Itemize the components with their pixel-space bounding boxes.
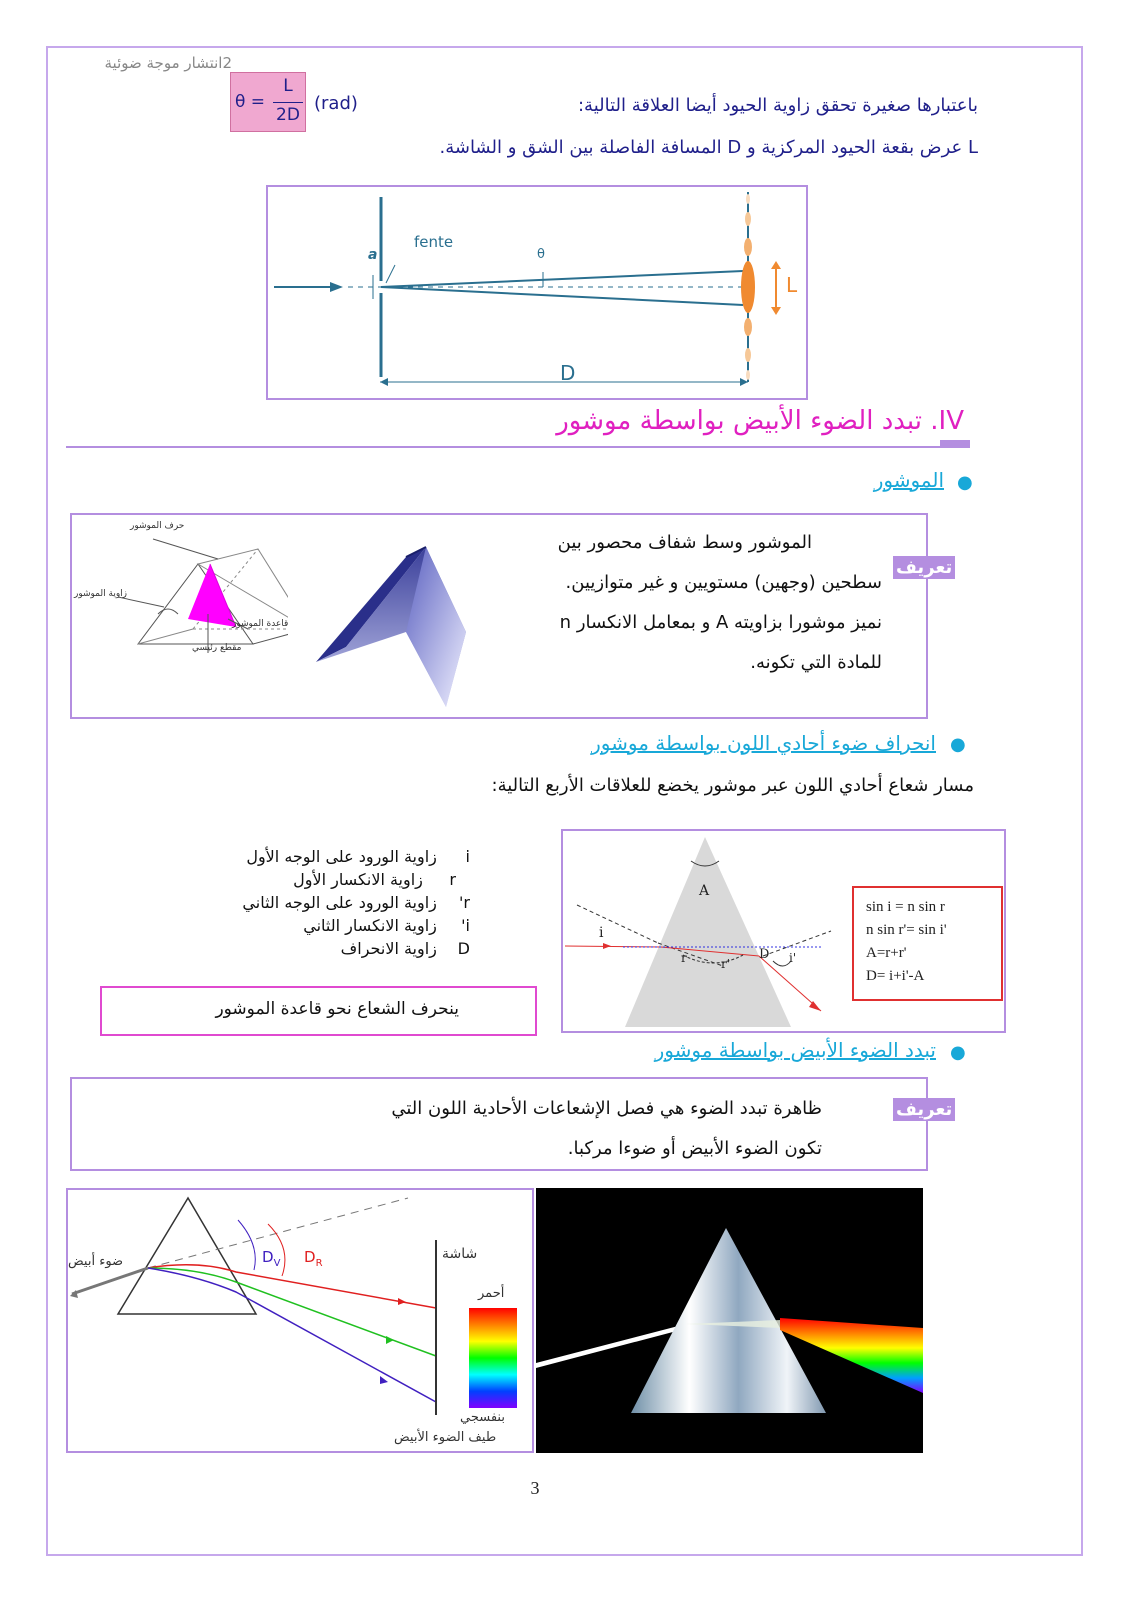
- prism-deviation-figure: [561, 829, 1006, 1033]
- diffraction-svg: [268, 187, 806, 398]
- diffraction-diagram: [266, 185, 808, 400]
- dispersion-photo: [536, 1188, 923, 1453]
- dispersion-photo-svg: [536, 1188, 923, 1453]
- def2-line1: ظاهرة تبدد الضوء هي فصل الإشعاعات الأحادية اللون التي: [391, 1098, 822, 1119]
- legend-desc: زاوية الانكسار الأول: [293, 870, 423, 889]
- spectrum-label: طيف الضوء الأبيض: [394, 1430, 497, 1445]
- legend-row: [170, 868, 470, 891]
- folded-prism-svg: [316, 537, 466, 707]
- deviation-note: ينحرف الشعاع نحو قاعدة الموشور: [215, 999, 459, 1019]
- apex-angle-label: A: [699, 883, 710, 899]
- legend-row: [170, 845, 470, 868]
- distance-label: D: [560, 361, 576, 385]
- violet-deviation-label: [262, 1248, 280, 1269]
- dr-sub: R: [315, 1258, 323, 1269]
- def1-line1: الموشور وسط شفاف محصور بين: [557, 532, 812, 553]
- prism-section-label: مقطع رئيسي: [192, 643, 242, 653]
- screen-label: شاشة: [442, 1246, 478, 1262]
- section-title: IV. تبدد الضوء الأبيض بواسطة موشور: [556, 406, 964, 436]
- red-deviation-label: [304, 1248, 323, 1269]
- angle-legend: [170, 845, 470, 960]
- prism-definition-box: [70, 513, 928, 719]
- paragraph-four-relations: مسار شعاع أحادي اللون عبر موشور يخضع للعلاقات الأربع التالية:: [491, 775, 974, 796]
- bullet-2: ●: [950, 734, 966, 755]
- violet-label: بنفسجي: [460, 1410, 505, 1425]
- page-number: 3: [530, 1478, 540, 1498]
- legend-desc: زاوية الانكسار الثاني: [303, 916, 437, 935]
- legend-symbol: i': [461, 916, 470, 935]
- legend-symbol: i: [465, 847, 470, 866]
- dr-letter: D: [304, 1248, 316, 1266]
- second-incidence-label: r': [721, 957, 731, 971]
- prism-base-label: قاعدة الموشور: [232, 619, 289, 629]
- folded-prism-image: [316, 537, 466, 707]
- fraction-bar: [273, 102, 303, 103]
- bullet-1: ●: [957, 472, 973, 493]
- deviation-label: D: [759, 947, 770, 962]
- dv-sub: V: [273, 1258, 281, 1269]
- diffraction-formula: [230, 72, 306, 132]
- spectrum-bar: [469, 1308, 517, 1408]
- prism-edge-label: حرف الموشور: [130, 521, 185, 531]
- relation-2: n sin r'= sin i': [866, 922, 947, 938]
- white-light-label: ضوء أبيض: [68, 1254, 124, 1269]
- legend-symbol: r: [449, 870, 456, 889]
- legend-row: [170, 891, 470, 914]
- def1-line2: سطحين (وجهين) مستويين و غير متوازيين.: [565, 572, 882, 593]
- definition-text-1: [472, 523, 882, 683]
- deviation-note-box: [100, 986, 537, 1036]
- slit-width-label: a: [368, 247, 378, 263]
- definition-tag-2: تعريف: [893, 1098, 955, 1121]
- subtitle-dispersion[interactable]: تبدد الضوء الأبيض بواسطة موشور: [654, 1038, 936, 1062]
- spot-width-label: L: [786, 273, 798, 297]
- paragraph-diffraction-relation: باعتبارها صغيرة تحقق زاوية الحيود أيضا العلاقة التالية:: [577, 95, 978, 116]
- prism-sketch: [78, 519, 288, 679]
- relations-box: [852, 886, 1003, 1001]
- formula-theta: θ =: [235, 92, 266, 112]
- formula-denominator: 2D: [276, 105, 300, 125]
- legend-desc: زاوية الورود على الوجه الأول: [246, 847, 437, 866]
- section-rule: [66, 446, 970, 448]
- legend-row: [170, 937, 470, 960]
- red-label: أحمر: [478, 1286, 505, 1301]
- bullet-3: ●: [950, 1042, 966, 1063]
- refraction-label: r: [681, 951, 687, 965]
- dispersion-diagram: [66, 1188, 534, 1453]
- dv-letter: D: [262, 1248, 274, 1266]
- relation-3: A=r+r': [866, 945, 907, 961]
- legend-symbol: r': [459, 893, 470, 912]
- prism-sketch-svg: [78, 519, 288, 679]
- section-rule-accent: [940, 440, 970, 448]
- definition-tag-1: تعريف: [893, 556, 955, 579]
- theta-label: θ: [537, 247, 545, 262]
- emergence-label: i': [789, 951, 797, 965]
- definition-text-2: [272, 1089, 822, 1169]
- paragraph-L-D-definition: L عرض بقعة الحيود المركزية و D المسافة الفاصلة بين الشق و الشاشة.: [439, 137, 978, 158]
- legend-desc: زاوية الورود على الوجه الثاني: [242, 893, 437, 912]
- slit-label: fente: [414, 233, 454, 251]
- legend-row: [170, 914, 470, 937]
- incidence-label: i: [599, 925, 604, 941]
- dispersion-definition-box: [70, 1077, 928, 1171]
- chapter-header: 2انتشار موجة ضوئية: [104, 54, 232, 72]
- formula-numerator: L: [283, 76, 293, 96]
- def1-line3: نميز موشورا بزاويته A و بمعامل الانكسار n: [559, 612, 882, 633]
- subtitle-monochromatic[interactable]: انحراف ضوء أحادي اللون بواسطة موشور: [591, 731, 936, 755]
- subtitle-prism[interactable]: الموشور: [873, 468, 944, 492]
- legend-symbol: D: [457, 939, 470, 958]
- prism-angle-label: زاوية الموشور: [74, 589, 128, 599]
- def1-line4: للمادة التي تكونه.: [750, 652, 882, 673]
- def2-line2: تكون الضوء الأبيض أو ضوءا مركبا.: [567, 1138, 822, 1159]
- formula-unit: (rad): [314, 93, 358, 114]
- relation-4: D= i+i'-A: [866, 968, 925, 984]
- relation-1: sin i = n sin r: [866, 899, 945, 915]
- legend-desc: زاوية الانحراف: [340, 939, 437, 958]
